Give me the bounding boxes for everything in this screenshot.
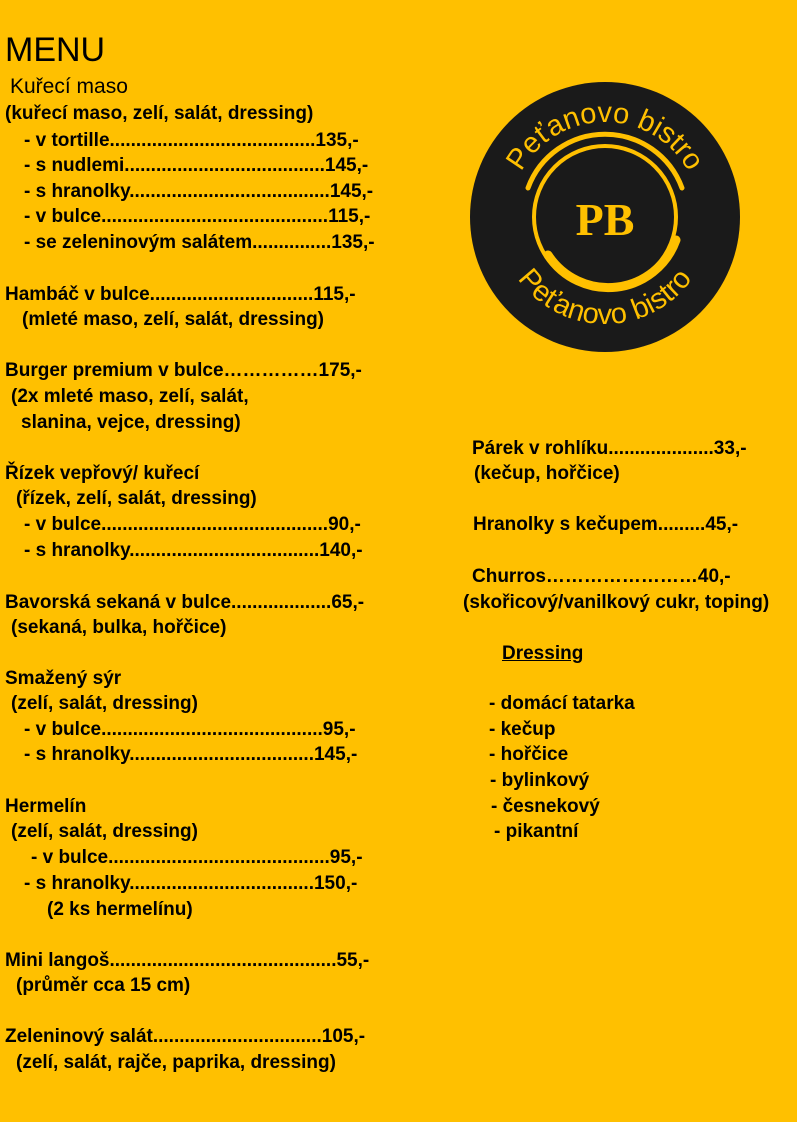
dressing-item-horcice: - hořčice [489, 744, 569, 765]
menu-title: MENU [5, 31, 106, 69]
rizek-title: Řízek vepřový/ kuřecí [5, 463, 200, 484]
menu-item-syr-bulka: - v bulce..........................................95,- [24, 719, 356, 740]
kureci-title: Kuřecí maso [10, 75, 128, 98]
dressing-item-pikantni: - pikantní [494, 821, 579, 842]
menu-item-hermelin-hranolky: - s hranolky...................................150,- [24, 873, 358, 894]
hermelin-desc: (zelí, salát, dressing) [11, 821, 198, 842]
menu-item-burger: Burger premium v bulce……………175,- [5, 360, 362, 381]
logo-monogram: PB [575, 194, 635, 245]
menu-item-salat: Zeleninový salát................................105,- [5, 1026, 366, 1047]
burger-desc-1: (2x mleté maso, zelí, salát, [11, 386, 249, 407]
menu-item-rizek-hranolky: - s hranolky....................................140,- [24, 540, 363, 561]
churros-desc: (skořicový/vanilkový cukr, toping) [463, 592, 770, 613]
menu-item-syr-hranolky: - s hranolky...................................145,- [24, 744, 358, 765]
menu-item-hambac: Hambáč v bulce...............................115,- [5, 284, 356, 305]
hermelin-note: (2 ks hermelínu) [47, 899, 193, 920]
menu-item-kureci-hranolky: - s hranolky......................................145,- [24, 181, 374, 202]
menu-item-kureci-bulka: - v bulce...........................................115,- [24, 206, 371, 227]
hambac-desc: (mleté maso, zelí, salát, dressing) [22, 309, 324, 330]
dressing-item-cesnekovy: - česnekový [491, 796, 600, 817]
bavorska-desc: (sekaná, bulka, hořčice) [11, 617, 227, 638]
menu-item-kureci-salat: - se zeleninovým salátem...............135,- [24, 232, 375, 253]
burger-desc-2: slanina, vejce, dressing) [21, 412, 241, 433]
bistro-logo [468, 80, 742, 354]
menu-item-langos: Mini langoš...........................................55,- [5, 950, 370, 971]
menu-item-hranolky: Hranolky s kečupem.........45,- [473, 514, 739, 535]
syr-desc: (zelí, salát, dressing) [11, 693, 198, 714]
menu-item-bavorska: Bavorská sekaná v bulce...................65,- [5, 592, 365, 613]
dressing-item-bylinkovy: - bylinkový [490, 770, 590, 791]
logo-text-top: Peťanovo bistro [500, 96, 710, 176]
menu-item-kureci-tortilla: - v tortille.......................................135,- [24, 130, 359, 151]
menu-item-churros: Churros……………………40,- [472, 566, 731, 587]
menu-item-rizek-bulka: - v bulce...........................................90,- [24, 514, 361, 535]
salat-desc: (zelí, salát, rajče, paprika, dressing) [16, 1052, 336, 1073]
menu-item-parek: Párek v rohlíku....................33,- [472, 438, 747, 459]
dressing-item-kecup: - kečup [489, 719, 556, 740]
kureci-desc: (kuřecí maso, zelí, salát, dressing) [5, 103, 314, 124]
dressing-item-tatarka: - domácí tatarka [489, 693, 635, 714]
parek-desc: (kečup, hořčice) [474, 463, 620, 484]
langos-desc: (průměr cca 15 cm) [16, 975, 191, 996]
dressing-title: Dressing [502, 643, 584, 664]
logo-text-bottom: Peťanovo bistro [511, 262, 699, 332]
menu-item-hermelin-bulka: - v bulce..........................................95,- [31, 847, 363, 868]
syr-title: Smažený sýr [5, 668, 122, 689]
menu-item-kureci-nudle: - s nudlemi......................................145,- [24, 155, 369, 176]
hermelin-title: Hermelín [5, 796, 87, 817]
rizek-desc: (řízek, zelí, salát, dressing) [16, 488, 257, 509]
